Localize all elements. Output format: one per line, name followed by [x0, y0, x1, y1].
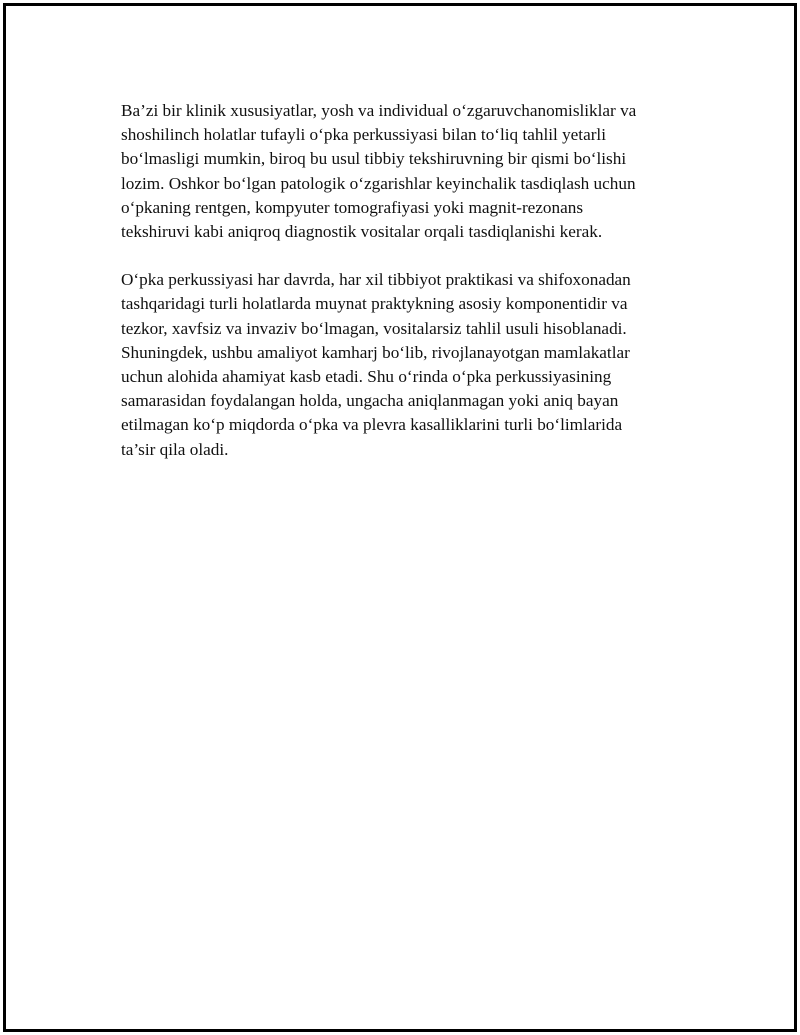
paragraph-1: Ba’zi bir klinik xususiyatlar, yosh va individual o‘zgaruvchanomisliklar va shoshilinch holatlar tufayli o‘pka perkussiyasi bilan to‘liq tahlil yetarli bo‘lmasligi mumkin, biroq bu usul tibbiy tekshiruvning bir qismi bo‘lishi lozim. Oshkor bo‘lgan patologik o‘zgarishlar keyinchalik tasdiqlash uchun o‘pkaning rentgen, kompyuter tomografiyasi yoki magnit-rezonans tekshiruvi kabi aniqroq diagnostik vositalar orqali tasdiqlanishi kerak. [121, 101, 637, 242]
document-body [121, 99, 681, 462]
page-frame [3, 3, 797, 1032]
paragraph-2: O‘pka perkussiyasi har davrda, har xil tibbiyot praktikasi va shifoxonadan tashqaridagi turli holatlarda muynat praktykning asosiy komponentidir va tezkor, xavfsiz va invaziv bo‘lmagan, vositalarsiz tahlil usuli hisoblanadi. Shuningdek, ushbu amaliyot kamharj bo‘lib, rivojlanayotgan mamlakatlar uchun alohida ahamiyat kasb etadi. Shu o‘rinda o‘pka perkussiyasining samarasidan foydalangan holda, ungacha aniqlanmagan yoki aniq bayan etilmagan ko‘p miqdorda o‘pka va plevra kasalliklarini turli bo‘limlarida ta’sir qila oladi. [121, 270, 631, 459]
